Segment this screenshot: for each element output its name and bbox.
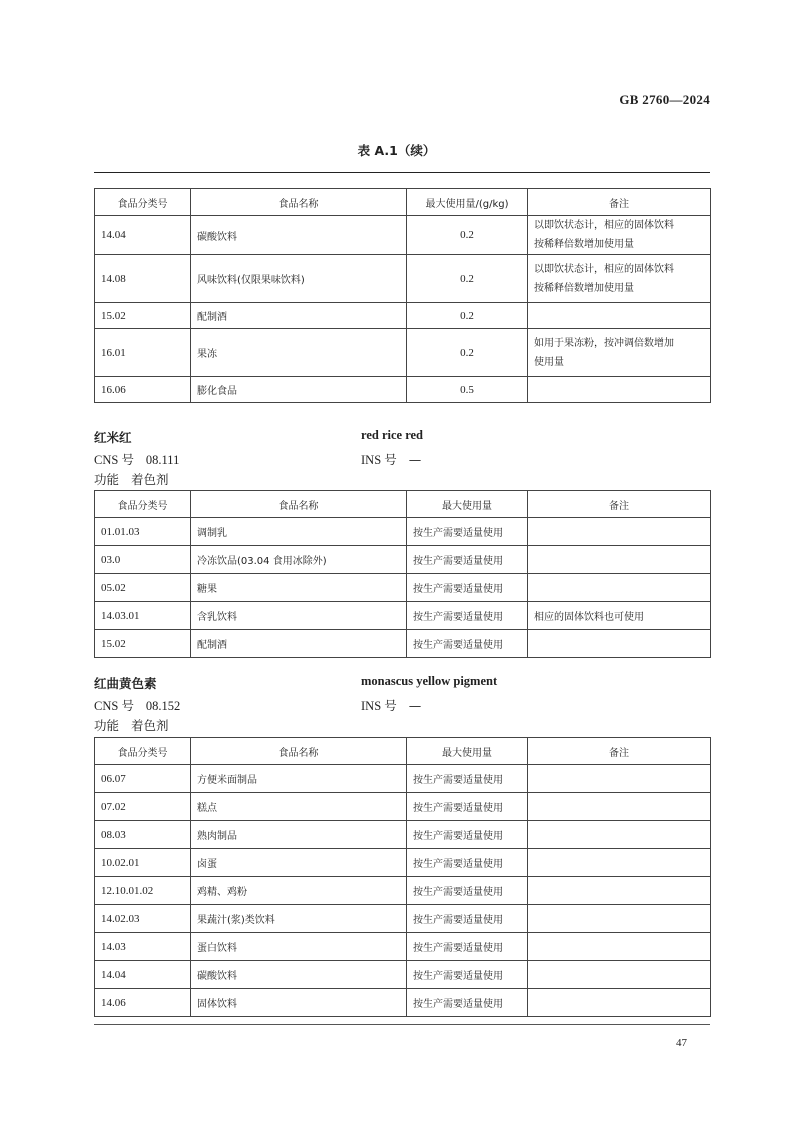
- header-note: 备注: [528, 189, 711, 216]
- table-header-row: [95, 738, 711, 765]
- cell-cat: 05.02: [95, 574, 191, 602]
- header-cat: 食品分类号: [95, 189, 191, 216]
- header-name: 食品名称: [191, 738, 407, 765]
- cell-max: 按生产需要适量使用: [407, 793, 528, 821]
- note-line: 按稀释倍数增加使用量: [534, 239, 634, 250]
- cell-max: 0.2: [407, 329, 528, 377]
- cell-max: 按生产需要适量使用: [407, 574, 528, 602]
- cell-cat: 14.03: [95, 933, 191, 961]
- cell-name: 果蔬汁(浆)类饮料: [191, 905, 407, 933]
- cell-note: [528, 329, 711, 377]
- cell-cat: 16.01: [95, 329, 191, 377]
- table-row: [95, 602, 711, 630]
- table-row: [95, 765, 711, 793]
- cell-note: [528, 933, 711, 961]
- ins-value: —: [408, 452, 422, 467]
- function-line: [94, 716, 168, 734]
- cell-cat: 16.06: [95, 377, 191, 403]
- cell-cat: 01.01.03: [95, 518, 191, 546]
- cell-max: 按生产需要适量使用: [407, 546, 528, 574]
- cell-name: 糕点: [191, 793, 407, 821]
- cell-note: [528, 765, 711, 793]
- header-cat: 食品分类号: [95, 738, 191, 765]
- cell-note: [528, 989, 711, 1017]
- cell-name: 冷冻饮品(03.04 食用冰除外): [191, 546, 407, 574]
- cns-value: 08.152: [145, 699, 181, 713]
- cell-cat: 12.10.01.02: [95, 877, 191, 905]
- cns-number: [94, 450, 179, 468]
- cell-name: 风味饮料(仅限果味饮料): [191, 255, 407, 303]
- cell-max: 按生产需要适量使用: [407, 905, 528, 933]
- cell-note: [528, 255, 711, 303]
- ins-number: [361, 450, 421, 468]
- cell-note: [528, 518, 711, 546]
- cell-note: [528, 574, 711, 602]
- cell-max: 按生产需要适量使用: [407, 630, 528, 658]
- bottom-rule: [94, 1024, 710, 1025]
- additive-name-en: red rice red: [361, 428, 424, 442]
- cell-name: 蛋白饮料: [191, 933, 407, 961]
- ins-value: —: [408, 698, 422, 713]
- monascus-yellow-pigment-table: [94, 737, 711, 1017]
- cell-max: 按生产需要适量使用: [407, 765, 528, 793]
- cns-label: CNS 号: [94, 699, 134, 713]
- cell-cat: 15.02: [95, 630, 191, 658]
- table-header-row: [95, 189, 711, 216]
- cell-name: 含乳饮料: [191, 602, 407, 630]
- cns-number: [94, 696, 180, 714]
- cell-name: 卤蛋: [191, 849, 407, 877]
- cell-name: 糖果: [191, 574, 407, 602]
- cell-max: 按生产需要适量使用: [407, 518, 528, 546]
- table-row: [95, 630, 711, 658]
- header-max: 最大使用量: [407, 738, 528, 765]
- cell-cat: 14.06: [95, 989, 191, 1017]
- header-name: 食品名称: [191, 189, 407, 216]
- cell-cat: 14.04: [95, 961, 191, 989]
- cell-name: 配制酒: [191, 303, 407, 329]
- cell-cat: 14.02.03: [95, 905, 191, 933]
- cell-note: [528, 877, 711, 905]
- cell-cat: 14.08: [95, 255, 191, 303]
- cell-name: 调制乳: [191, 518, 407, 546]
- cell-note: [528, 905, 711, 933]
- function-line: [94, 470, 168, 488]
- cell-max: 按生产需要适量使用: [407, 821, 528, 849]
- note-line: 以即饮状态计，相应的固体饮料: [534, 263, 674, 275]
- note-line: 如用于果冻粉，按冲调倍数增加: [534, 337, 674, 349]
- cell-cat: 15.02: [95, 303, 191, 329]
- function-value: 着色剂: [130, 472, 169, 487]
- function-label: 功能: [94, 472, 120, 487]
- cell-name: 方便米面制品: [191, 765, 407, 793]
- table-header-row: [95, 491, 711, 518]
- cell-cat: 10.02.01: [95, 849, 191, 877]
- cns-label: CNS 号: [94, 453, 134, 467]
- function-label: 功能: [94, 718, 120, 733]
- table-title: 表 A.1（续）: [357, 143, 436, 158]
- cell-max: 按生产需要适量使用: [407, 989, 528, 1017]
- cell-name: 果冻: [191, 329, 407, 377]
- header-cat: 食品分类号: [95, 491, 191, 518]
- cell-name: 膨化食品: [191, 377, 407, 403]
- note-line: 按稀释倍数增加使用量: [534, 282, 634, 294]
- table-row: [95, 255, 711, 303]
- additive-name-cn: 红米红: [94, 430, 132, 445]
- ins-label: INS 号: [361, 699, 397, 713]
- table-row: [95, 574, 711, 602]
- function-value: 着色剂: [130, 718, 169, 733]
- table-row: [95, 877, 711, 905]
- cell-cat: 07.02: [95, 793, 191, 821]
- cell-note: [528, 821, 711, 849]
- cell-cat: 03.0: [95, 546, 191, 574]
- cell-name: 碳酸饮料: [191, 216, 407, 255]
- cell-max: 按生产需要适量使用: [407, 933, 528, 961]
- table-row: [95, 793, 711, 821]
- header-name: 食品名称: [191, 491, 407, 518]
- table-row: [95, 216, 711, 255]
- cell-note: 相应的固体饮料也可使用: [528, 602, 711, 630]
- note-line: 以即饮状态计，相应的固体饮料: [534, 220, 674, 231]
- table-row: [95, 961, 711, 989]
- cell-max: 0.2: [407, 303, 528, 329]
- header-max: 最大使用量/(g/kg): [407, 189, 528, 216]
- table-row: [95, 518, 711, 546]
- cell-note: [528, 546, 711, 574]
- top-rule: [94, 172, 710, 173]
- cell-note: [528, 377, 711, 403]
- cell-cat: 06.07: [95, 765, 191, 793]
- cell-note: [528, 849, 711, 877]
- cell-name: 固体饮料: [191, 989, 407, 1017]
- table-row: [95, 821, 711, 849]
- cell-cat: 08.03: [95, 821, 191, 849]
- additive-name-cn: 红曲黄色素: [94, 676, 157, 691]
- cell-max: 按生产需要适量使用: [407, 877, 528, 905]
- cell-cat: 14.04: [95, 216, 191, 255]
- cell-max: 0.2: [407, 255, 528, 303]
- cell-cat: 14.03.01: [95, 602, 191, 630]
- table-a1-continued: [94, 188, 711, 403]
- cell-note: [528, 793, 711, 821]
- cell-name: 配制酒: [191, 630, 407, 658]
- table-row: [95, 905, 711, 933]
- cell-note: [528, 630, 711, 658]
- table-row: [95, 989, 711, 1017]
- additive-name-en: monascus yellow pigment: [361, 674, 498, 688]
- cell-name: 碳酸饮料: [191, 961, 407, 989]
- cell-note: [528, 961, 711, 989]
- cell-max: 0.5: [407, 377, 528, 403]
- table-row: [95, 329, 711, 377]
- cell-note: [528, 216, 711, 255]
- table-row: [95, 377, 711, 403]
- ins-label: INS 号: [361, 453, 397, 467]
- cell-max: 按生产需要适量使用: [407, 602, 528, 630]
- page-number: 47: [676, 1037, 687, 1049]
- cell-name: 鸡精、鸡粉: [191, 877, 407, 905]
- red-rice-red-table: [94, 490, 711, 658]
- cell-max: 0.2: [407, 216, 528, 255]
- header-note: 备注: [528, 738, 711, 765]
- ins-number: [361, 696, 421, 714]
- header-max: 最大使用量: [407, 491, 528, 518]
- note-line: 使用量: [534, 356, 564, 368]
- cell-max: 按生产需要适量使用: [407, 849, 528, 877]
- document-code: GB 2760—2024: [619, 92, 710, 107]
- header-note: 备注: [528, 491, 711, 518]
- cell-name: 熟肉制品: [191, 821, 407, 849]
- cell-note: [528, 303, 711, 329]
- table-row: [95, 849, 711, 877]
- cns-value: 08.111: [145, 453, 180, 467]
- table-row: [95, 546, 711, 574]
- cell-max: 按生产需要适量使用: [407, 961, 528, 989]
- table-row: [95, 303, 711, 329]
- table-row: [95, 933, 711, 961]
